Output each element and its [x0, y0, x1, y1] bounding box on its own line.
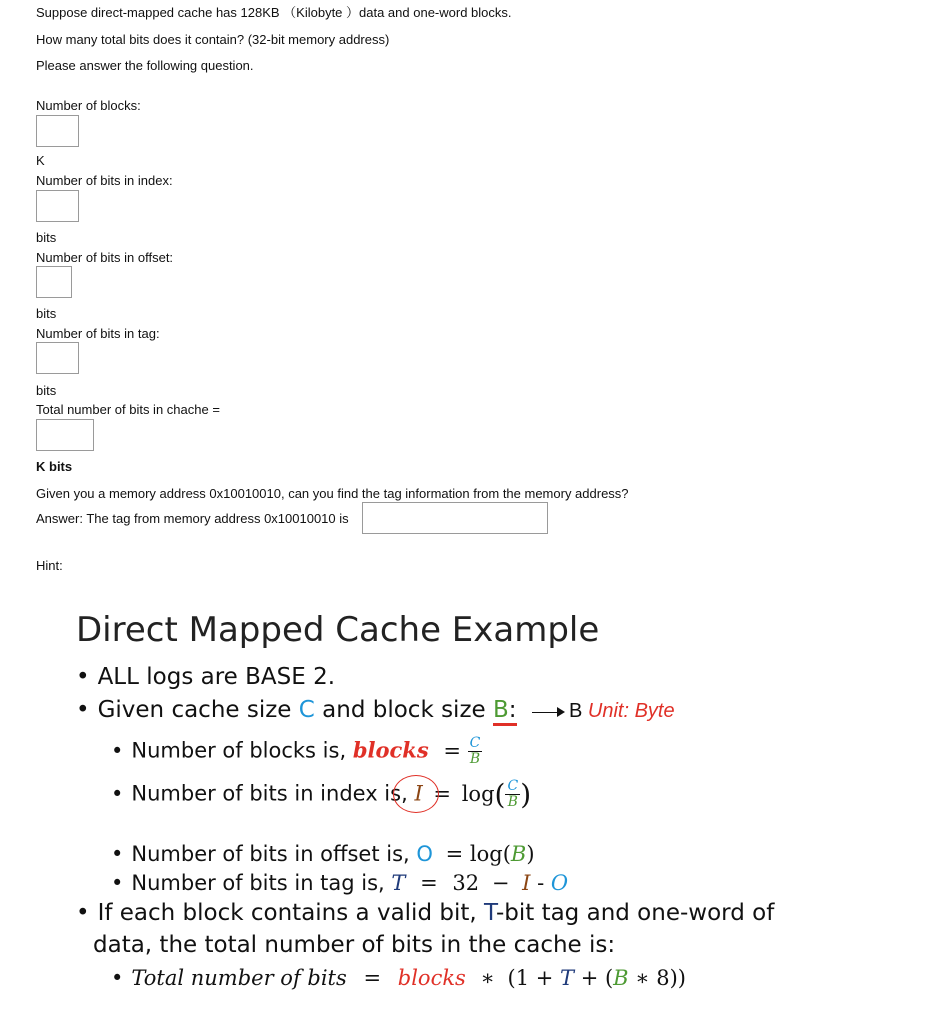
blocks-input[interactable] — [36, 115, 79, 147]
offset-unit: bits — [36, 306, 57, 321]
bullet-total-line2: data, the total number of bits in the cache is: — [93, 932, 616, 958]
question-line-1: Suppose direct-mapped cache has 128KB （Kilobyte ）data and one-word blocks. — [36, 5, 512, 20]
bullet-base2: • ALL logs are BASE 2. — [76, 664, 336, 690]
tag-unit: bits — [36, 383, 57, 398]
tag-label: Number of bits in tag: — [36, 326, 160, 341]
offset-input[interactable] — [36, 266, 72, 298]
index-label: Number of bits in index: — [36, 173, 173, 188]
slide-title: Direct Mapped Cache Example — [76, 610, 600, 650]
sub-index: • Number of bits in index is, I = log( $\frac{C}{B}$ ) — [111, 778, 532, 811]
total-input[interactable] — [36, 419, 94, 451]
sub-offset: • Number of bits in offset is, O = log(B) — [111, 842, 535, 866]
bullet-total-line1: • If each block contains a valid bit, T-bit tag and one-word of — [76, 900, 775, 926]
sub-tag: • Number of bits in tag is, T = 32 − I - O — [111, 871, 569, 895]
blocks-unit: K — [36, 153, 45, 168]
tag-answer-input[interactable] — [362, 502, 548, 534]
question-line-3: Please answer the following question. — [36, 58, 254, 73]
sub-total-formula: • Total number of bits = blocks ∗ (1 + T + (B ∗ 8)) — [111, 966, 686, 990]
hint-slide — [0, 600, 949, 1024]
index-input[interactable] — [36, 190, 79, 222]
sub-blocks: • Number of blocks is, blocks = $\frac{C}{B}$ — [111, 735, 481, 767]
unit-arrow-head — [557, 707, 565, 717]
bullet-given: • Given cache size C and block size B: — [76, 697, 517, 723]
offset-label: Number of bits in offset: — [36, 250, 174, 265]
total-unit: K bits — [36, 459, 73, 474]
address-question: Given you a memory address 0x10010010, can you find the tag information from the memory address? — [36, 486, 629, 501]
blocks-label: Number of blocks: — [36, 98, 141, 113]
index-unit: bits — [36, 230, 57, 245]
unit-arrow-line — [532, 712, 558, 713]
question-line-2: How many total bits does it contain? (32-bit memory address) — [36, 32, 390, 47]
hint-label: Hint: — [36, 558, 63, 573]
unit-note: B Unit: Byte — [569, 700, 675, 722]
tag-input[interactable] — [36, 342, 79, 374]
total-label: Total number of bits in chache = — [36, 402, 220, 417]
address-answer-label: Answer: The tag from memory address 0x10010010 is — [36, 511, 349, 526]
annotation-circle — [393, 775, 439, 813]
